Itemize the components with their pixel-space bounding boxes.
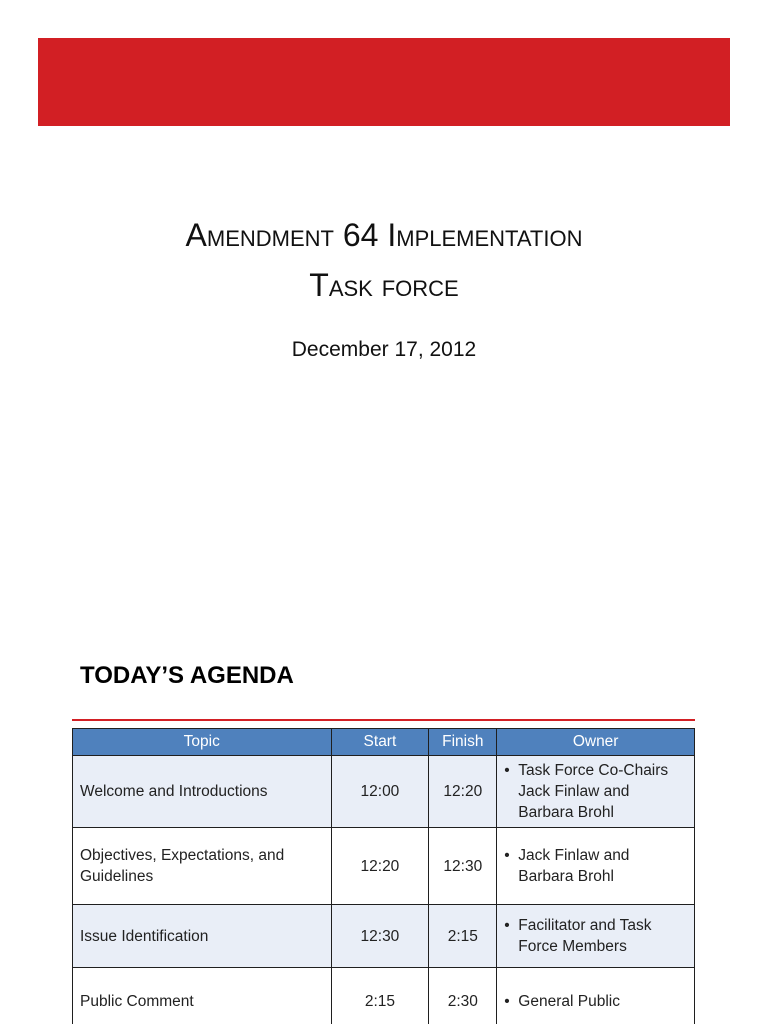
topic-cell: Issue Identification <box>73 905 332 968</box>
topic-cell: Welcome and Introductions <box>73 756 332 828</box>
finish-cell: 12:20 <box>429 756 497 828</box>
owner-text: Jack Finlaw and Barbara Brohl <box>518 847 630 885</box>
table-header-row <box>73 729 695 756</box>
owner-cell <box>497 905 695 968</box>
owner-cell <box>497 828 695 905</box>
bullet-icon: • <box>504 847 510 864</box>
owner-cell <box>497 756 695 828</box>
owner-text: Facilitator and Task Force Members <box>518 917 652 955</box>
column-header-topic: Topic <box>73 729 332 756</box>
table-row <box>73 828 695 905</box>
owner-text: Task Force Co-Chairs Jack Finlaw and Barbara Brohl <box>518 762 669 821</box>
title-line-1: Amendment 64 Implementation <box>185 217 583 253</box>
slide-date: December 17, 2012 <box>291 338 477 361</box>
agenda-heading: TODAY’S AGENDA <box>80 662 294 689</box>
table-row <box>73 968 695 1024</box>
agenda-table <box>72 728 695 1024</box>
start-cell: 12:00 <box>331 756 429 828</box>
owner-text: General Public <box>518 992 620 1010</box>
finish-cell: 12:30 <box>429 828 497 905</box>
finish-cell: 2:30 <box>429 968 497 1024</box>
owner-cell <box>497 968 695 1024</box>
column-header-start: Start <box>331 729 429 756</box>
table-row <box>73 756 695 828</box>
slide-title <box>0 210 768 310</box>
finish-cell: 2:15 <box>429 905 497 968</box>
column-header-finish: Finish <box>429 729 497 756</box>
start-cell: 2:15 <box>331 968 429 1024</box>
start-cell: 12:30 <box>331 905 429 968</box>
title-line-2: Task force <box>309 267 459 303</box>
header-red-band <box>38 38 730 126</box>
topic-cell: Public Comment <box>73 968 332 1024</box>
agenda-divider <box>72 719 695 721</box>
column-header-owner: Owner <box>497 729 695 756</box>
bullet-icon: • <box>504 917 510 934</box>
bullet-icon: • <box>504 762 510 779</box>
bullet-icon: • <box>504 992 510 1010</box>
table-row <box>73 905 695 968</box>
start-cell: 12:20 <box>331 828 429 905</box>
topic-cell: Objectives, Expectations, and Guidelines <box>73 828 332 905</box>
